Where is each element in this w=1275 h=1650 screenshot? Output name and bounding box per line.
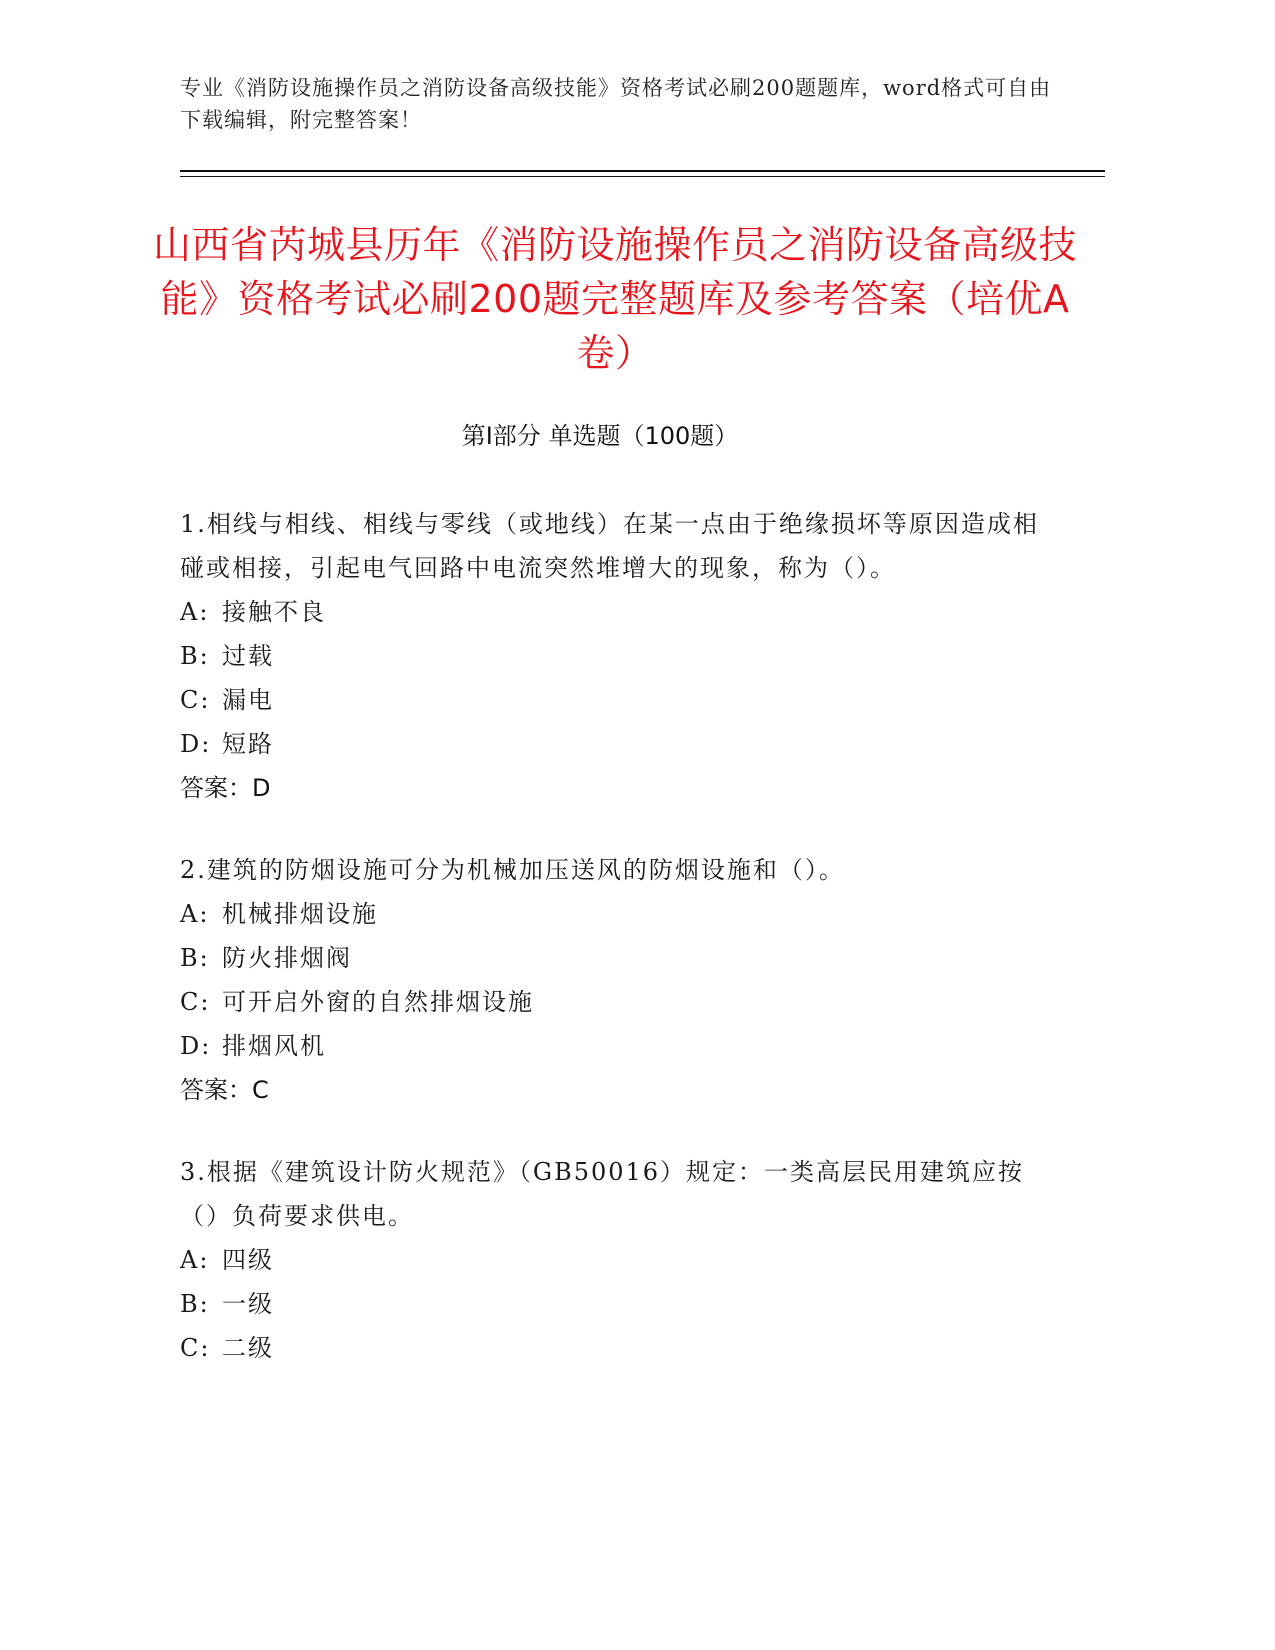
option-b xyxy=(180,936,1040,980)
option-b xyxy=(180,634,1040,678)
question-1 xyxy=(180,502,1040,810)
question-stem: 3.根据《建筑设计防火规范》（GB50016）规定：一类高层民用建筑应按（）负荷要求供电。 xyxy=(180,1158,1025,1230)
question-stem: 2.建筑的防烟设施可分为机械加压送风的防烟设施和（）。 xyxy=(180,856,845,884)
document-title: 山西省芮城县历年《消防设施操作员之消防设备高级技能》资格考试必刷200题完整题库及参考答案（培优A卷） xyxy=(152,223,1077,375)
header-divider-thick xyxy=(180,170,1105,172)
section-heading: 第Ⅰ部分 单选题（100题） xyxy=(461,422,739,450)
option-text: 接触不良 xyxy=(222,598,326,626)
option-b xyxy=(180,1282,1040,1326)
option-text: 可开启外窗的自然排烟设施 xyxy=(222,988,534,1016)
option-text: 一级 xyxy=(222,1290,274,1318)
option-a xyxy=(180,892,1040,936)
option-key: D: xyxy=(180,730,212,758)
header-note: 专业《消防设施操作员之消防设备高级技能》资格考试必刷200题题库，word格式可自由下载编辑，附完整答案！ xyxy=(180,76,1052,132)
option-c xyxy=(180,980,1040,1024)
option-a xyxy=(180,1238,1040,1282)
question-list xyxy=(180,502,1040,1408)
option-d xyxy=(180,722,1040,766)
option-text: 短路 xyxy=(222,730,274,758)
option-a xyxy=(180,590,1040,634)
option-key: C: xyxy=(180,1334,211,1362)
option-key: A: xyxy=(180,1246,210,1274)
option-text: 机械排烟设施 xyxy=(222,900,378,928)
question-2 xyxy=(180,848,1040,1112)
option-text: 过载 xyxy=(222,642,274,670)
option-key: B: xyxy=(180,642,210,670)
question-3 xyxy=(180,1150,1040,1370)
option-key: B: xyxy=(180,1290,210,1318)
option-key: D: xyxy=(180,1032,212,1060)
option-d xyxy=(180,1024,1040,1068)
option-text: 四级 xyxy=(222,1246,274,1274)
header-divider-thin xyxy=(180,176,1105,177)
option-key: C: xyxy=(180,686,211,714)
option-key: C: xyxy=(180,988,211,1016)
option-key: A: xyxy=(180,900,210,928)
option-key: A: xyxy=(180,598,210,626)
option-text: 漏电 xyxy=(222,686,274,714)
question-stem: 1.相线与相线、相线与零线（或地线）在某一点由于绝缘损坏等原因造成相碰或相接，引起电气回路中电流突然堆增大的现象，称为（）。 xyxy=(180,510,1039,582)
option-c xyxy=(180,678,1040,722)
answer: 答案：C xyxy=(180,1076,269,1104)
answer: 答案：D xyxy=(180,774,271,802)
option-text: 排烟风机 xyxy=(222,1032,326,1060)
option-key: B: xyxy=(180,944,210,972)
option-text: 二级 xyxy=(222,1334,274,1362)
option-text: 防火排烟阀 xyxy=(222,944,352,972)
option-c xyxy=(180,1326,1040,1370)
